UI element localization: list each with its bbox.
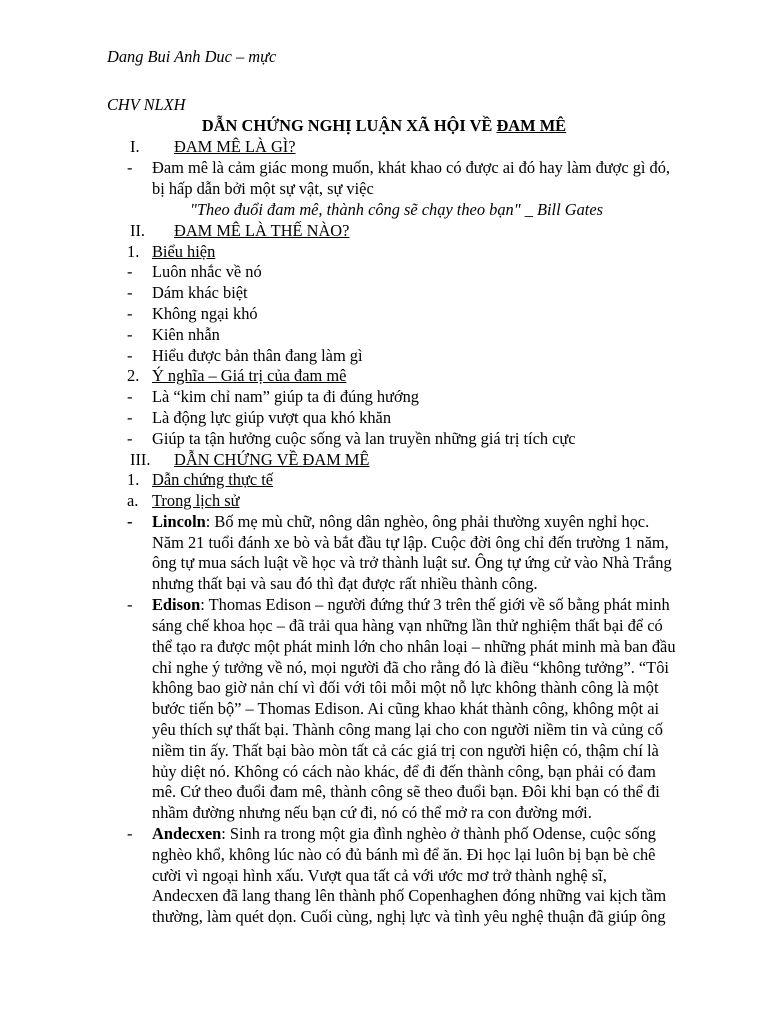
paragraph-line: niềm tin ấy. Thất bại bào mòn tất cả các giá trị con người hiện có, thậm chí là [152, 741, 659, 760]
paragraph-line: không bao giờ nản chí vì đối với tôi mỗi một nỗ lực không thành công là một [152, 678, 659, 697]
definition-line-1: Đam mê là cảm giác mong muốn, khát khao có được ai đó hay làm được gì đó, [152, 158, 671, 177]
list-item-text: Giúp ta tận hưởng cuộc sống và lan truyền những giá trị tích cực [152, 429, 576, 448]
section-1-numeral: I. [130, 137, 140, 156]
paragraph-line: cười vì ngoại hình xấu. Vượt qua tất cả với ước mơ trở thành nghệ sĩ, [152, 866, 607, 885]
section-3-numeral: III. [130, 450, 151, 469]
list-item-text: Không ngại khó [152, 304, 258, 323]
bullet-mark: - [127, 824, 133, 843]
paragraph-line: thể tạo ra được một phát minh lớn cho nhân loại – những phát minh mà ban đầu [152, 637, 676, 656]
document-title [0, 116, 768, 136]
definition-line-2: bị hấp dẫn bởi một sự vật, sự việc [152, 179, 374, 198]
list-item-text: Là động lực giúp vượt qua khó khăn [152, 408, 392, 427]
bullet-mark: - [127, 158, 133, 177]
paragraph-line: hủy diệt nó. Không có cách nào khác, để đi đến thành công, bạn phải có đam [152, 762, 656, 781]
title-prefix: DẪN CHỨNG NGHỊ LUẬN XÃ HỘI VỀ [201, 116, 497, 135]
bullet-mark: - [127, 346, 133, 365]
paragraph-line: sáng chế khoa học – đã trải qua hàng vạn những lần thử nghiệm thất bại để có [152, 616, 663, 635]
paragraph-line: : Bố mẹ mù chữ, nông dân nghèo, ông phải thường xuyên nghỉ học. [205, 512, 650, 531]
paragraph-line: nghèo khổ, không lúc nào có đủ bánh mì để ăn. Đi học lại luôn bị bạn bè chê [152, 845, 656, 864]
paragraph-line: Năm 21 tuổi đánh xe bò và bắt đầu tự lập. Cuộc đời ông chỉ đến trường 1 năm, [152, 533, 669, 552]
subsection-title: Ý nghĩa – Giá trị của đam mê [152, 366, 347, 385]
bullet-mark: - [127, 325, 133, 344]
person-name: Lincoln [152, 512, 206, 531]
section-2-numeral: II. [130, 221, 146, 240]
bullet-mark: - [127, 595, 133, 614]
paragraph-line: nhầm đường nhưng nếu bạn cứ đi, nó có thể mở ra con đường mới. [152, 803, 592, 822]
class-line: CHV NLXH [107, 95, 186, 114]
person-name: Andecxen [152, 824, 222, 843]
bullet-mark: - [127, 304, 133, 323]
bullet-mark: - [127, 387, 133, 406]
bullet-mark: - [127, 283, 133, 302]
paragraph-line: mê. Cứ theo đuổi đam mê, thành công sẽ theo đuổi bạn. Đôi khi bạn có thể đi [152, 782, 660, 801]
list-item-text: Dám khác biệt [152, 283, 248, 302]
quote-bill-gates: "Theo đuổi đam mê, thành công sẽ chạy theo bạn" _ Bill Gates [190, 200, 603, 219]
paragraph-line: bước tiến bộ” – Thomas Edison. Ai cũng khao khát thành công, không một ai [152, 699, 660, 718]
subsection-number: 1. [127, 242, 140, 261]
list-item-text: Kiên nhẫn [152, 325, 220, 344]
subsection-title: Dẫn chứng thực tế [152, 470, 274, 489]
title-underlined: ĐAM MÊ [496, 116, 567, 135]
author-line: Dang Bui Anh Duc – mực [107, 47, 277, 66]
paragraph-line: ông tự mua sách luật về học và trở thành luật sư. Ông tự ứng cử vào Nhà Trắng [152, 553, 672, 572]
subsection-letter: a. [127, 491, 139, 510]
paragraph-line: : Thomas Edison – người đứng thứ 3 trên thế giới về số bằng phát minh [200, 595, 670, 614]
list-item-text: Luôn nhắc về nó [152, 262, 262, 281]
list-item-text: Hiểu được bản thân đang làm gì [152, 346, 363, 365]
bullet-mark: - [127, 262, 133, 281]
paragraph-line: yêu thích sự thất bại. Thành công mang lại cho con người niềm tin và củng cố [152, 720, 663, 739]
subsection-title: Trong lịch sử [152, 491, 240, 510]
paragraph-line: nhưng thất bại và sau đó thì đạt được rất nhiều thành công. [152, 574, 538, 593]
subsection-number: 2. [127, 366, 140, 385]
subsection-number: 1. [127, 470, 140, 489]
paragraph-line: Andecxen đã lang thang lên thành phố Copenhaghen đóng những vai kịch tầm [152, 886, 667, 905]
bullet-mark: - [127, 429, 133, 448]
paragraph-line: chỉ nghe ý tưởng về nó, mọi người đã cho rằng đó là điều “không tưởng”. “Tôi [152, 658, 669, 677]
section-3-title: DẪN CHỨNG VỀ ĐAM MÊ [174, 450, 370, 469]
section-2-title: ĐAM MÊ LÀ THẾ NÀO? [174, 221, 350, 240]
paragraph-line: thường, làm quét dọn. Cuối cùng, nghị lực và tình yêu nghệ thuận đã giúp ông [152, 907, 666, 926]
section-1-title: ĐAM MÊ LÀ GÌ? [174, 137, 296, 156]
subsection-title: Biểu hiện [152, 242, 216, 261]
person-name: Edison [152, 595, 201, 614]
bullet-mark: - [127, 408, 133, 427]
bullet-mark: - [127, 512, 133, 531]
list-item-text: Là “kim chỉ nam” giúp ta đi đúng hướng [152, 387, 419, 406]
paragraph-line: : Sinh ra trong một gia đình nghèo ở thành phố Odense, cuộc sống [221, 824, 656, 843]
